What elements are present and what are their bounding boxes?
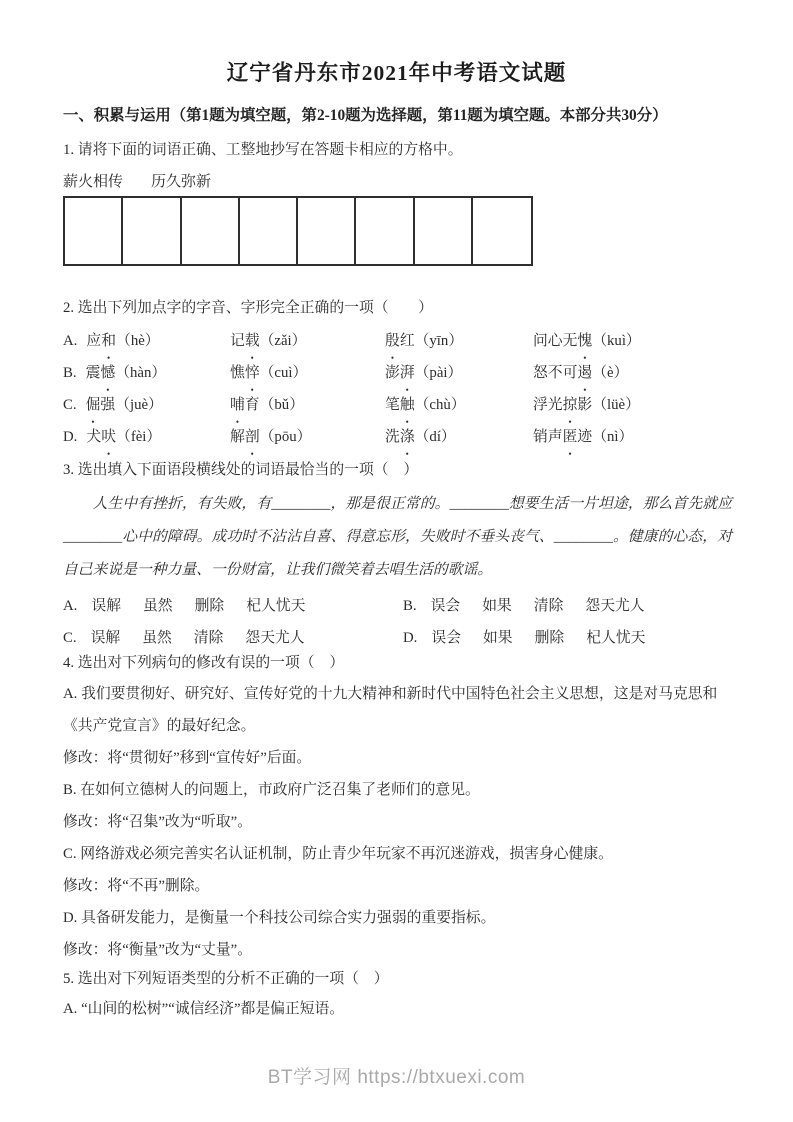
copy-grid-cell: [415, 198, 473, 264]
word-with-pinyin: 浮光掠影（lüè）: [533, 397, 640, 413]
q4-fix-d: 修改：将“衡量”改为“丈量”。: [63, 942, 253, 958]
word-with-pinyin: 问心无愧（kuì）: [533, 333, 641, 349]
option-label: B.: [63, 365, 77, 381]
word-with-pinyin: 应和（hè）: [86, 333, 160, 349]
q3-option-row-ab: [63, 590, 732, 622]
word-with-pinyin: 记载（zǎi）: [230, 333, 307, 349]
option-label: D.: [403, 630, 418, 646]
q3-option-d: D. 误会 如果 删除 杞人忧天: [403, 622, 732, 654]
q5-option-a: A. “山间的松树”“诚信经济”都是偏正短语。: [63, 1001, 345, 1017]
q4-option-b: B. 在如何立德树人的问题上，市政府广泛召集了老师们的意见。: [63, 782, 480, 798]
word-with-pinyin: 澎湃（pài）: [385, 365, 463, 381]
q4-option-d: D. 具备研发能力，是衡量一个科技公司综合实力强弱的重要指标。: [63, 910, 496, 926]
option-label: D.: [63, 429, 78, 445]
copy-grid-cell: [65, 198, 123, 264]
q2-option-row-b: [63, 357, 732, 389]
q2-option-row-d: [63, 421, 732, 453]
word-with-pinyin: 犬吠（fèi）: [86, 429, 162, 445]
copy-grid-cell: [356, 198, 414, 264]
q1-title: 1. 请将下面的词语正确、工整地抄写在答题卡相应的方格中。: [63, 142, 463, 158]
word-with-pinyin: 震憾（hàn）: [85, 365, 167, 381]
option-label: A.: [63, 333, 78, 349]
answer-copy-grid: [63, 196, 533, 266]
q4-fix-b: 修改：将“召集”改为“听取”。: [63, 814, 253, 830]
word-with-pinyin: 倔强（juè）: [85, 397, 163, 413]
copy-grid-cell: [473, 198, 531, 264]
q4-option-c: C. 网络游戏必须完善实名认证机制，防止青少年玩家不再沉迷游戏，损害身心健康。: [63, 846, 613, 862]
word-to-copy: 薪火相传: [63, 174, 124, 190]
q4-fix-c: 修改：将“不再”删除。: [63, 878, 210, 894]
site-name: BT学习网: [267, 1067, 352, 1088]
word-to-copy: 历久弥新: [151, 174, 212, 190]
watermark-footer: [0, 1062, 793, 1089]
copy-grid-cell: [240, 198, 298, 264]
word-with-pinyin: 洗涤（dí）: [385, 429, 456, 445]
page-title: 辽宁省丹东市2021年中考语文试题: [226, 61, 567, 85]
q3-title: 3. 选出填入下面语段横线处的词语最恰当的一项（ ）: [63, 462, 419, 478]
copy-grid-cell: [123, 198, 181, 264]
q2-option-row-a: [63, 325, 732, 357]
site-url: https://btxuexi.com: [357, 1067, 526, 1088]
option-label: B.: [403, 598, 417, 614]
q3-option-c: C. 误解 虽然 清除 怨天尤人: [63, 622, 403, 654]
q3-options: [63, 590, 732, 654]
q3-option-row-cd: [63, 622, 732, 654]
q2-title: 2. 选出下列加点字的字音、字形完全正确的一项（ ）: [63, 300, 433, 316]
q2-option-row-c: [63, 389, 732, 421]
q4-title: 4. 选出对下列病句的修改有误的一项（ ）: [63, 655, 345, 671]
word-with-pinyin: 殷红（yīn）: [385, 333, 464, 349]
option-label: A.: [63, 598, 78, 614]
q2-options: [63, 325, 732, 453]
section-heading: 一、积累与运用（第1题为填空题，第2-10题为选择题，第11题为填空题。本部分共30分）: [63, 107, 668, 124]
copy-grid-cell: [298, 198, 356, 264]
copy-grid-cell: [182, 198, 240, 264]
option-label: C.: [63, 397, 77, 413]
word-with-pinyin: 解剖（pōu）: [230, 429, 312, 445]
word-with-pinyin: 笔触（chù）: [385, 397, 466, 413]
q3-option-b: B. 误会 如果 清除 怨天尤人: [403, 590, 732, 622]
q1-words: [63, 170, 732, 191]
q3-passage: 人生中有挫折，有失败，有________，那是很正常的。________想要生活一片坦途，那么首先就应________心中的障碍。成功时不沾沾自喜、得意忘形，失败时不垂头丧气、________。健康的心态，对自己来说是一种力量、一份财富，让我们微笑着去唱生活的歌谣。: [63, 496, 732, 578]
q4-option-a: A. 我们要贯彻好、研究好、宣传好党的十九大精神和新时代中国特色社会主义思想，这是对马克思和《共产党宣言》的最好纪念。: [63, 686, 718, 734]
word-with-pinyin: 哺育（bǔ）: [230, 397, 305, 413]
q3-option-a: A. 误解 虽然 删除 杞人忧天: [63, 590, 403, 622]
q4-options: [63, 678, 732, 966]
q5-title: 5. 选出对下列短语类型的分析不正确的一项（ ）: [63, 971, 389, 987]
option-label: C.: [63, 630, 77, 646]
word-with-pinyin: 怒不可遏（è）: [533, 365, 629, 381]
word-with-pinyin: 销声匿迹（nì）: [533, 429, 634, 445]
q4-fix-a: 修改：将“贯彻好”移到“宣传好”后面。: [63, 750, 312, 766]
word-with-pinyin: 憔悴（cuì）: [230, 365, 308, 381]
